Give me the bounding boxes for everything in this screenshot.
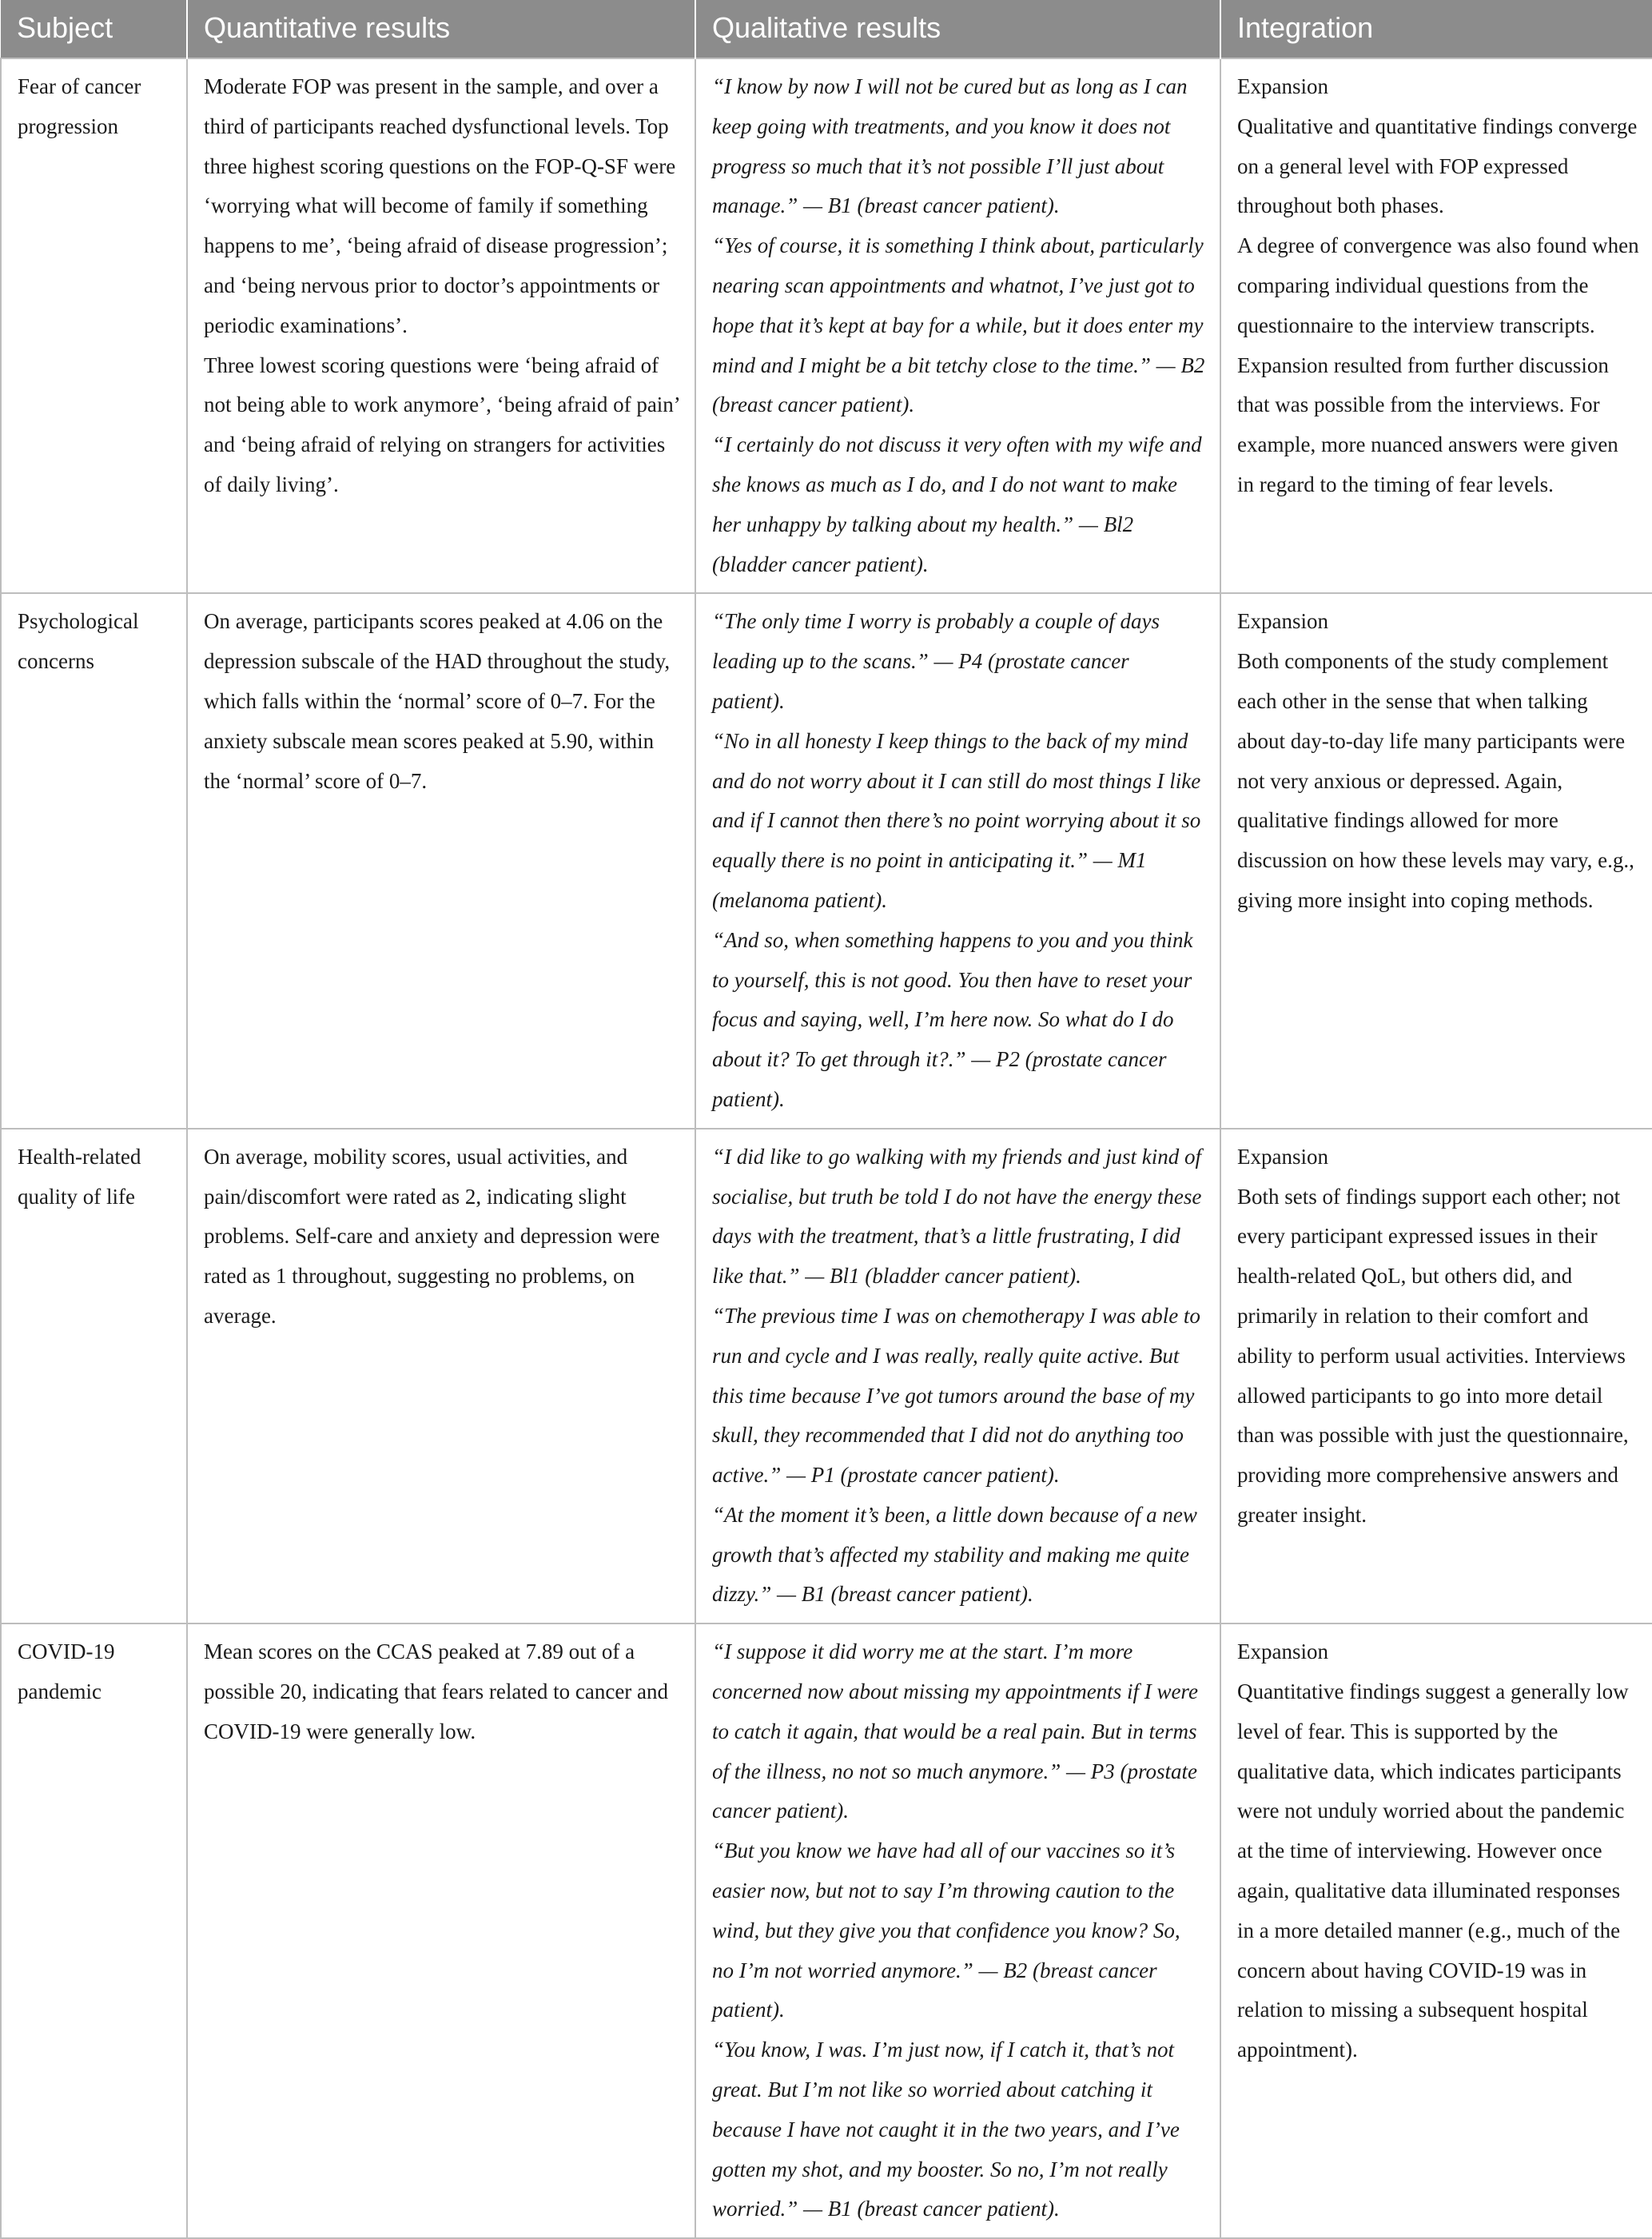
subject-text: Health-related quality of life — [18, 1144, 141, 1209]
subject-text: Psychological concerns — [18, 609, 139, 674]
quote: “You know, I was. I’m just now, if I catch it, that’s not great. But I’m not like so worried about catching it because I have not caught it in the two years, and I’ve gotten my shot, and my booster. So no, I’m not really worried.” — B1 (breast cancer patient). — [712, 2038, 1180, 2221]
quantitative-paragraph: Three lowest scoring questions were ‘being afraid of not being able to work anymore’, ‘being afraid of pain’ and ‘being afraid of relying on strangers for activities of daily living’. — [204, 353, 679, 496]
quote: “Yes of course, it is something I think about, particularly nearing scan appointments and whatnot, I’ve just got to hope that it’s kept at bay for a while, but it does enter my mind and I might be a bit tetchy close to the time.” — B2 (breast cancer patient). — [712, 233, 1205, 417]
integration-cell — [1220, 593, 1652, 1128]
integration-paragraph: A degree of convergence was also found when comparing individual questions from the questionnaire to the interview transcripts. Expansion resulted from further discussion that was possible from the interviews. For example, more nuanced answers were given in regard to the timing of fear levels. — [1237, 233, 1639, 496]
header-qualitative: Qualitative results — [695, 0, 1220, 58]
qualitative-cell — [695, 1129, 1220, 1624]
quote: “I know by now I will not be cured but as long as I can keep going with treatments, and you know it does not progress so much that it’s not possible I’ll just about manage.” — B1 (breast cancer patient). — [712, 74, 1188, 218]
integration-type: Expansion — [1237, 1639, 1328, 1664]
subject-cell — [1, 58, 187, 593]
quantitative-cell — [187, 1129, 695, 1624]
header-row — [1, 0, 1652, 58]
integration-cell — [1220, 1129, 1652, 1624]
quote: “And so, when something happens to you and you think to yourself, this is not good. You then have to reset your focus and saying, well, I’m here now. So what do I do about it? To get through it?.” — P2 (prostate cancer patient). — [712, 927, 1193, 1111]
quantitative-paragraph: On average, participants scores peaked at 4.06 on the depression subscale of the HAD throughout the study, which falls within the ‘normal’ score of 0–7. For the anxiety subscale mean scores peaked at 5.90, within the ‘normal’ score of 0–7. — [204, 609, 671, 793]
table-row — [1, 1129, 1652, 1624]
integration-cell — [1220, 58, 1652, 593]
subject-cell — [1, 593, 187, 1128]
quantitative-cell — [187, 593, 695, 1128]
qualitative-cell — [695, 593, 1220, 1128]
quote: “I certainly do not discuss it very often with my wife and she knows as much as I do, and I do not want to make her unhappy by talking about my health.” — Bl2 (bladder cancer patient). — [712, 432, 1202, 576]
subject-cell — [1, 1129, 187, 1624]
table-row — [1, 58, 1652, 593]
subject-text: COVID-19 pandemic — [18, 1639, 115, 1704]
subject-text: Fear of cancer progression — [18, 74, 141, 138]
quantitative-cell — [187, 58, 695, 593]
integration-paragraph: Both sets of findings support each other; not every participant expressed issues in their health-related QoL, but others did, and primarily in relation to their comfort and ability to perform usual activities. Interviews allowed participants to go into more detail than was possible with just the questionnaire, providing more comprehensive answers and greater insight. — [1237, 1184, 1629, 1527]
integration-paragraph: Qualitative and quantitative findings converge on a general level with FOP expressed throughout both phases. — [1237, 114, 1638, 218]
quote: “I did like to go walking with my friends and just kind of socialise, but truth be told I do not have the energy these days with the treatment, that’s a little frustrating, I did like that.” — Bl1 (bladder cancer patient). — [712, 1144, 1202, 1289]
header-quantitative: Quantitative results — [187, 0, 695, 58]
integration-type: Expansion — [1237, 1144, 1328, 1169]
integration-paragraph: Both components of the study complement each other in the sense that when talking about day-to-day life many participants were not very anxious or depressed. Again, qualitative findings allowed for more discussion on how these levels may vary, e.g., giving more insight into coping methods. — [1237, 649, 1634, 912]
quantitative-paragraph: On average, mobility scores, usual activities, and pain/discomfort were rated as 2, indicating slight problems. Self-care and anxiety and depression were rated as 1 throughout, suggesting no problems, on average. — [204, 1144, 660, 1328]
quote: “I suppose it did worry me at the start. I’m more concerned now about missing my appointments if I were to catch it again, that would be a real pain. But in terms of the illness, no not so much anymore.” — P3 (prostate cancer patient). — [712, 1639, 1198, 1823]
integration-type: Expansion — [1237, 609, 1328, 634]
integration-type: Expansion — [1237, 74, 1328, 98]
header-integration: Integration — [1220, 0, 1652, 58]
quantitative-paragraph: Mean scores on the CCAS peaked at 7.89 out of a possible 20, indicating that fears related to cancer and COVID-19 were generally low. — [204, 1639, 669, 1743]
table-row — [1, 1623, 1652, 2238]
quote: “The only time I worry is probably a couple of days leading up to the scans.” — P4 (prostate cancer patient). — [712, 609, 1160, 713]
table-row — [1, 593, 1652, 1128]
quote: “At the moment it’s been, a little down because of a new growth that’s affected my stability and making me quite dizzy.” — B1 (breast cancer patient). — [712, 1502, 1197, 1607]
integration-cell — [1220, 1623, 1652, 2238]
subject-cell — [1, 1623, 187, 2238]
header-subject: Subject — [1, 0, 187, 58]
integration-paragraph: Quantitative findings suggest a generally low level of fear. This is supported by the qualitative data, which indicates participants were not unduly worried about the pandemic at the time of interviewing. However once again, qualitative data illuminated responses in a more detailed manner (e.g., much of the concern about having COVID-19 was in relation to missing a subsequent hospital appointment). — [1237, 1679, 1629, 2062]
quantitative-paragraph: Moderate FOP was present in the sample, and over a third of participants reached dysfunctional levels. Top three highest scoring questions on the FOP-Q-SF were ‘worrying what will become of family if something happens to me’, ‘being afraid of disease progression’; and ‘being nervous prior to doctor’s appointments or periodic examinations’. — [204, 74, 676, 337]
quantitative-cell — [187, 1623, 695, 2238]
quote: “The previous time I was on chemotherapy I was able to run and cycle and I was really, really quite active. But this time because I’ve got tumors around the base of my skull, they recommended that I did not do anything too active.” — P1 (prostate cancer patient). — [712, 1303, 1200, 1488]
quote: “No in all honesty I keep things to the back of my mind and do not worry about it I can still do most things I like and if I cannot then there’s no point worrying about it so equally there is no point in anticipating it.” — M1 (melanoma patient). — [712, 728, 1201, 912]
qualitative-cell — [695, 58, 1220, 593]
qualitative-cell — [695, 1623, 1220, 2238]
quote: “But you know we have had all of our vaccines so it’s easier now, but not to say I’m throwing caution to the wind, but they give you that confidence you know? So, no I’m not worried anymore.” — B2 (breast cancer patient). — [712, 1839, 1180, 2022]
